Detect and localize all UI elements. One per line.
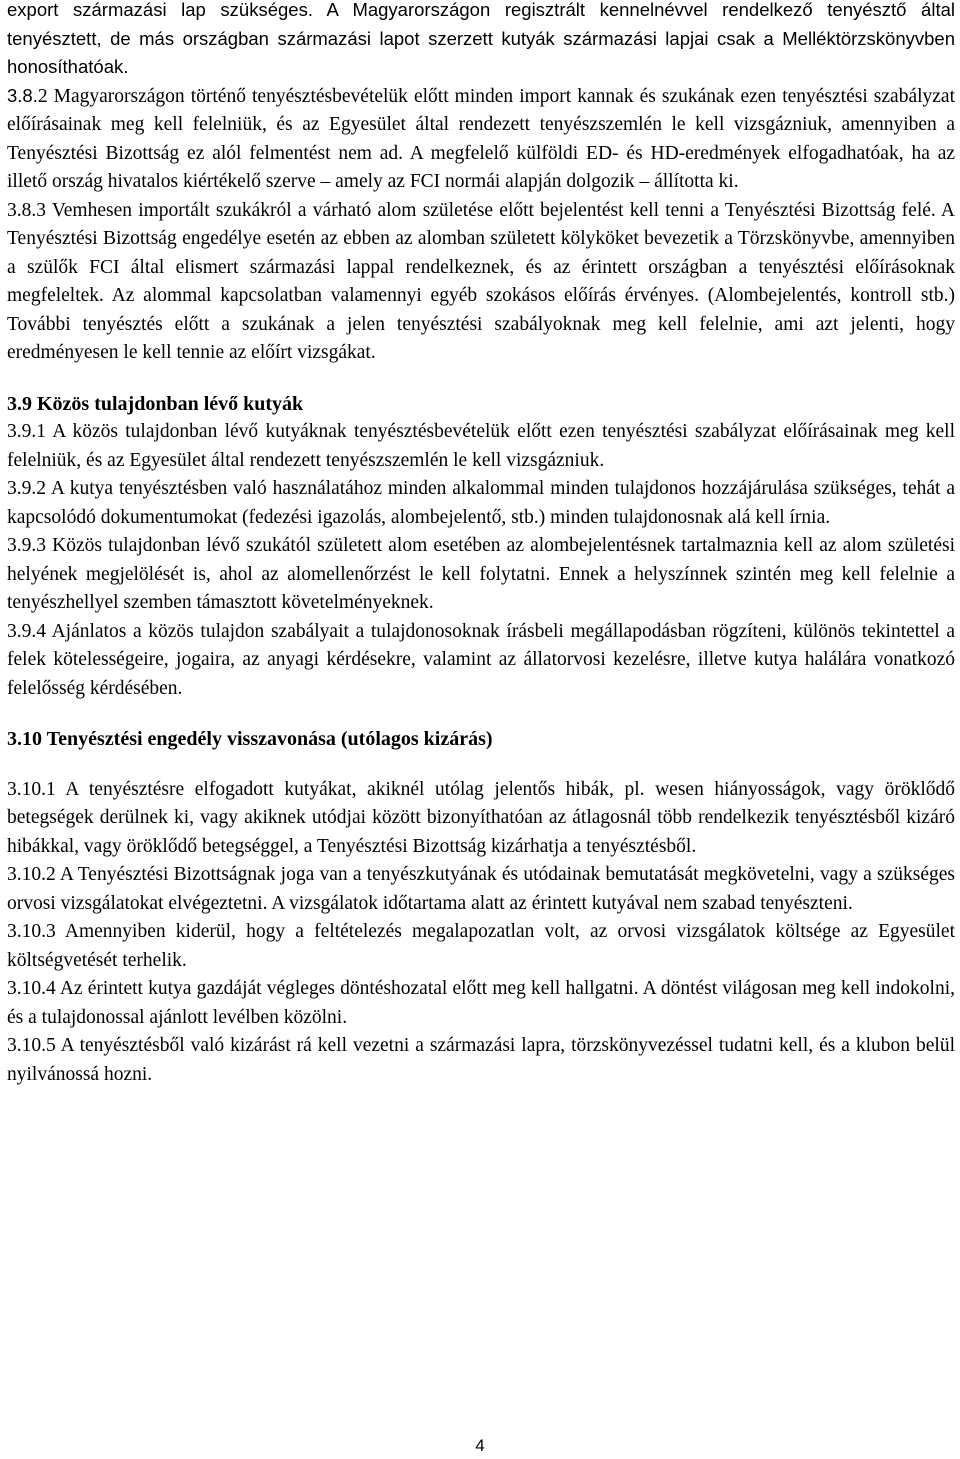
paragraph-3-10-3: 3.10.3 Amennyiben kiderül, hogy a feltételezés megalapozatlan volt, az orvosi vizsgálatok költsége az Egyesület költségvetését terhelik. <box>7 921 955 971</box>
paragraph-3-9-1: 3.9.1 A közös tulajdonban lévő kutyáknak tenyésztésbevételük előtt ezen tenyésztési szabályzat előírásainak meg kell felelniük, és az Egyesület által rendezett tenyészszemlén le kell vizsgázniuk. <box>7 421 955 471</box>
page-number: 4 <box>475 1436 485 1455</box>
spacer <box>7 703 955 725</box>
section-heading-3-10: 3.10 Tenyésztési engedély visszavonása (utólagos kizárás) <box>7 728 493 750</box>
paragraph-3-9-4: 3.9.4 Ajánlatos a közös tulajdon szabályait a tulajdonosoknak írásbeli megállapodásban rögzíteni, különös tekintettel a felek kötelességeire, jogaira, az anyagi kérdésekre, valamint az állatorvosi kezelésre, illetve kutya halálára vonatkozó felelősség kérdésében. <box>7 620 955 699</box>
intro-paragraph: export származási lap szükséges. A Magyarországon regisztrált kennelnévvel rendelkező tenyésztő által tenyésztett, de más országban származási lapot szerzett kutyák származási lapjai csak a Melléktörzskönyvben honosíthatóak. <box>7 0 955 77</box>
paragraph-3-8-2-text: 2 Magyarországon történő tenyésztésbevételük előtt minden import kannak és szukának ezen tenyésztési szabályzat előírásainak meg kell felelniük, és az Egyesület által rendezett tenyészszemlén le kell vizsgázniuk, amennyiben a Tenyésztési Bizottság ez alól felmentést nem ad. A megfelelő külföldi ED- és HD-eredmények elfogadhatóak, ha az illető ország hivatalos kiértékelő szerve – amely az FCI normái alapján dolgozik – állította ki. <box>7 85 955 192</box>
document-page <box>7 0 955 1089</box>
spacer <box>7 368 955 390</box>
paragraph-3-8-2-prefix: 3.8. <box>7 84 38 106</box>
paragraph-3-8-2 <box>7 82 955 197</box>
paragraph-3-8-3: 3.8.3 Vemhesen importált szukákról a várható alom születése előtt bejelentést kell tenni a Tenyésztési Bizottság felé. A Tenyésztési Bizottság engedélye esetén az ebben az alomban született kölyköket bevezetik a Törzskönyvbe, amennyiben a szülők FCI által elismert származási lappal rendelkeznek, és az érintett országban a tenyésztési előírásoknak megfeleltek. Az alommal kapcsolatban valamennyi egyéb szokásos előírás érvényes. (Alombejelentés, kontroll stb.) További tenyésztés előtt a szukának a jelen tenyésztési szabályoknak meg kell felelnie, ami azt jelenti, hogy eredményesen le kell tennie az előírt vizsgákat. <box>7 199 955 363</box>
paragraph-3-9-2: 3.9.2 A kutya tenyésztésben való használatához minden alkalommal minden tulajdonos hozzájárulása szükséges, tehát a kapcsolódó dokumentumokat (fedezési igazolás, alombejelentő, stb.) minden tulajdonosnak alá kell írnia. <box>7 478 955 528</box>
spacer <box>7 754 955 776</box>
section-heading-3-9: 3.9 Közös tulajdonban lévő kutyák <box>7 392 304 415</box>
paragraph-3-10-2: 3.10.2 A Tenyésztési Bizottságnak joga van a tenyészkutyának és utódainak bemutatását megkövetelni, vagy a szükséges orvosi vizsgálatokat elvégeztetni. A vizsgálatok időtartama alatt az érintett kutyával nem szabad tenyészteni. <box>7 864 955 914</box>
paragraph-3-9-3: 3.9.3 Közös tulajdonban lévő szukától született alom esetében az alombejelentésnek tartalmaznia kell az alom születési helyének megjelölését is, ahol az alomellenőrzést le kell folytatni. Ennek a helyszínnek szintén meg kell felelnie a tenyészhellyel szemben támasztott követelményeknek. <box>7 535 955 613</box>
paragraph-3-10-5: 3.10.5 A tenyésztésből való kizárást rá kell vezetni a származási lapra, törzskönyvezéssel tudatni kell, és a klubon belül nyilvánossá hozni. <box>7 1035 955 1085</box>
paragraph-3-10-1: 3.10.1 A tenyésztésre elfogadott kutyákat, akiknél utólag jelentős hibák, pl. wesen hiányosságok, vagy öröklődő betegségek derülnek ki, vagy akiknek utódjai között bizonyíthatóan az átlagosnál több rendelkezik tenyésztésből kizáró hibákkal, vagy öröklődő betegséggel, a Tenyésztési Bizottság kizárhatja a tenyésztésből. <box>7 778 955 857</box>
paragraph-3-10-4: 3.10.4 Az érintett kutya gazdáját végleges döntéshozatal előtt meg kell hallgatni. A döntést világosan meg kell indokolni, és a tulajdonossal ajánlott levélben közölni. <box>7 978 955 1028</box>
